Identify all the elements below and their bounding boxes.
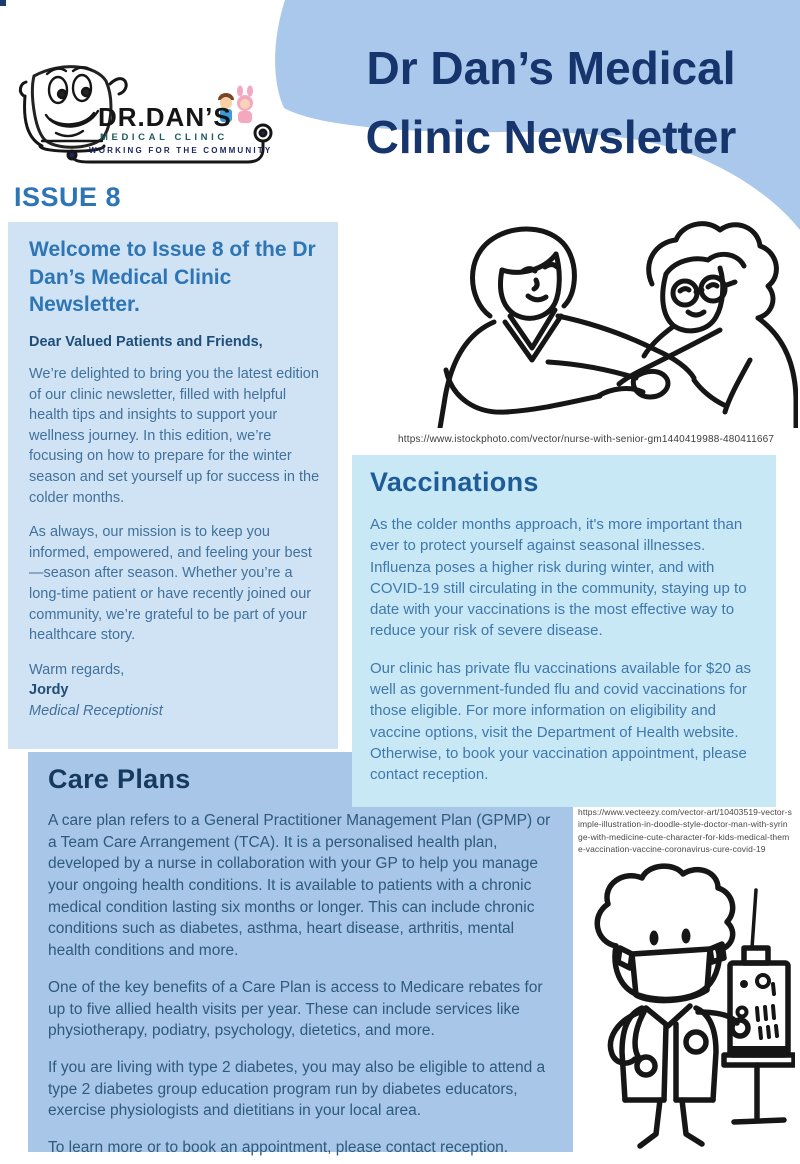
newsletter-title-line2: Clinic Newsletter xyxy=(365,111,737,163)
doctor-image-caption: https://www.vecteezy.com/vector-art/10403519-vector-simple-illustration-in-doodle-style-doctor-man-with-syringe-with-medicine-cute-character-for-kids-medical-theme-vaccination-vaccine-coronavirus-cure-covid-19 xyxy=(578,807,792,854)
welcome-salutation: Dear Valued Patients and Friends, xyxy=(29,334,263,351)
logo-name-text: DR.DAN’S xyxy=(98,102,232,132)
vaccinations-heading: Vaccinations xyxy=(370,467,539,497)
signature-role: Medical Receptionist xyxy=(29,702,163,719)
logo-tagline-text: WORKING FOR THE COMMUNITY xyxy=(89,146,273,155)
care-plans-paragraph: To learn more or to book an appointment, please contact reception. xyxy=(48,1138,509,1156)
newsletter-title-line1: Dr Dan’s Medical xyxy=(366,42,736,94)
welcome-paragraph: We’re delighted to bring you the latest edition of our clinic newsletter, filled with helpful health tips and insights to support your wellness journey. In this edition, we’re focusing on how to prepare for the winter season and set yourself up for success in the colder months. xyxy=(29,366,320,506)
nurse-with-senior-illustration xyxy=(398,212,798,428)
vaccinations-section xyxy=(352,455,776,807)
care-plans-paragraph: One of the key benefits of a Care Plan is access to Medicare rebates for up to five allied health visits per year. These can include services like physiotherapy, podiatry, psychology, dietetics, and more. xyxy=(48,978,543,1040)
welcome-closing: Warm regards, xyxy=(29,661,125,678)
welcome-section xyxy=(8,222,338,749)
care-plans-paragraph: A care plan refers to a General Practitioner Management Plan (GPMP) or a Team Care Arrangement (TCA). It is a personalised health plan, developed by a nurse in collaboration with your GP to help you manage your ongoing health conditions. It is available to patients with a chronic medical condition lasting six months or longer. This can include chronic conditions such as diabetes, asthma, heart disease, arthritis, mental health conditions and more. xyxy=(48,812,551,960)
vaccinations-paragraph: Our clinic has private flu vaccinations available for $20 as well as government-funded flu and covid vaccinations for those eligible. For more information on eligibility and vaccine options, visit the Department of Health website. Otherwise, to book your vaccination appointment, please contact reception. xyxy=(370,659,752,784)
signature-name: Jordy xyxy=(29,682,69,699)
vaccinations-paragraph: As the colder months approach, it's more important than ever to protect yourself against seasonal illnesses. Influenza poses a higher risk during winter, and with COVID-19 still circulating in the community, staying up to date with your vaccinations is the most effective way to reduce your risk of severe disease. xyxy=(370,516,747,640)
welcome-heading: Welcome to Issue 8 of the Dr Dan’s Medical Clinic Newsletter. xyxy=(29,238,316,317)
welcome-paragraph: As always, our mission is to keep you informed, empowered, and feeling your best—season after season. Whether you’re a long-time patient or have recently joined our community, we’re grateful to be part of your healthcare story. xyxy=(29,524,312,644)
newsletter-title xyxy=(305,34,797,172)
doctor-with-syringe-illustration xyxy=(580,862,795,1152)
issue-label: ISSUE 8 xyxy=(14,182,122,212)
logo-subtitle-text: MEDICAL CLINIC xyxy=(100,132,228,143)
page-corner-mark xyxy=(0,0,6,6)
care-plans-heading: Care Plans xyxy=(48,764,191,794)
care-plans-section xyxy=(28,752,573,1156)
nurse-image-caption: https://www.istockphoto.com/vector/nurse-with-senior-gm1440419988-480411667 xyxy=(398,434,775,445)
clinic-logo xyxy=(12,54,280,168)
care-plans-paragraph: If you are living with type 2 diabetes, you may also be eligible to attend a type 2 diabetes group education program run by diabetes educators, exercise physiologists and dietitians in your local area. xyxy=(48,1058,546,1120)
